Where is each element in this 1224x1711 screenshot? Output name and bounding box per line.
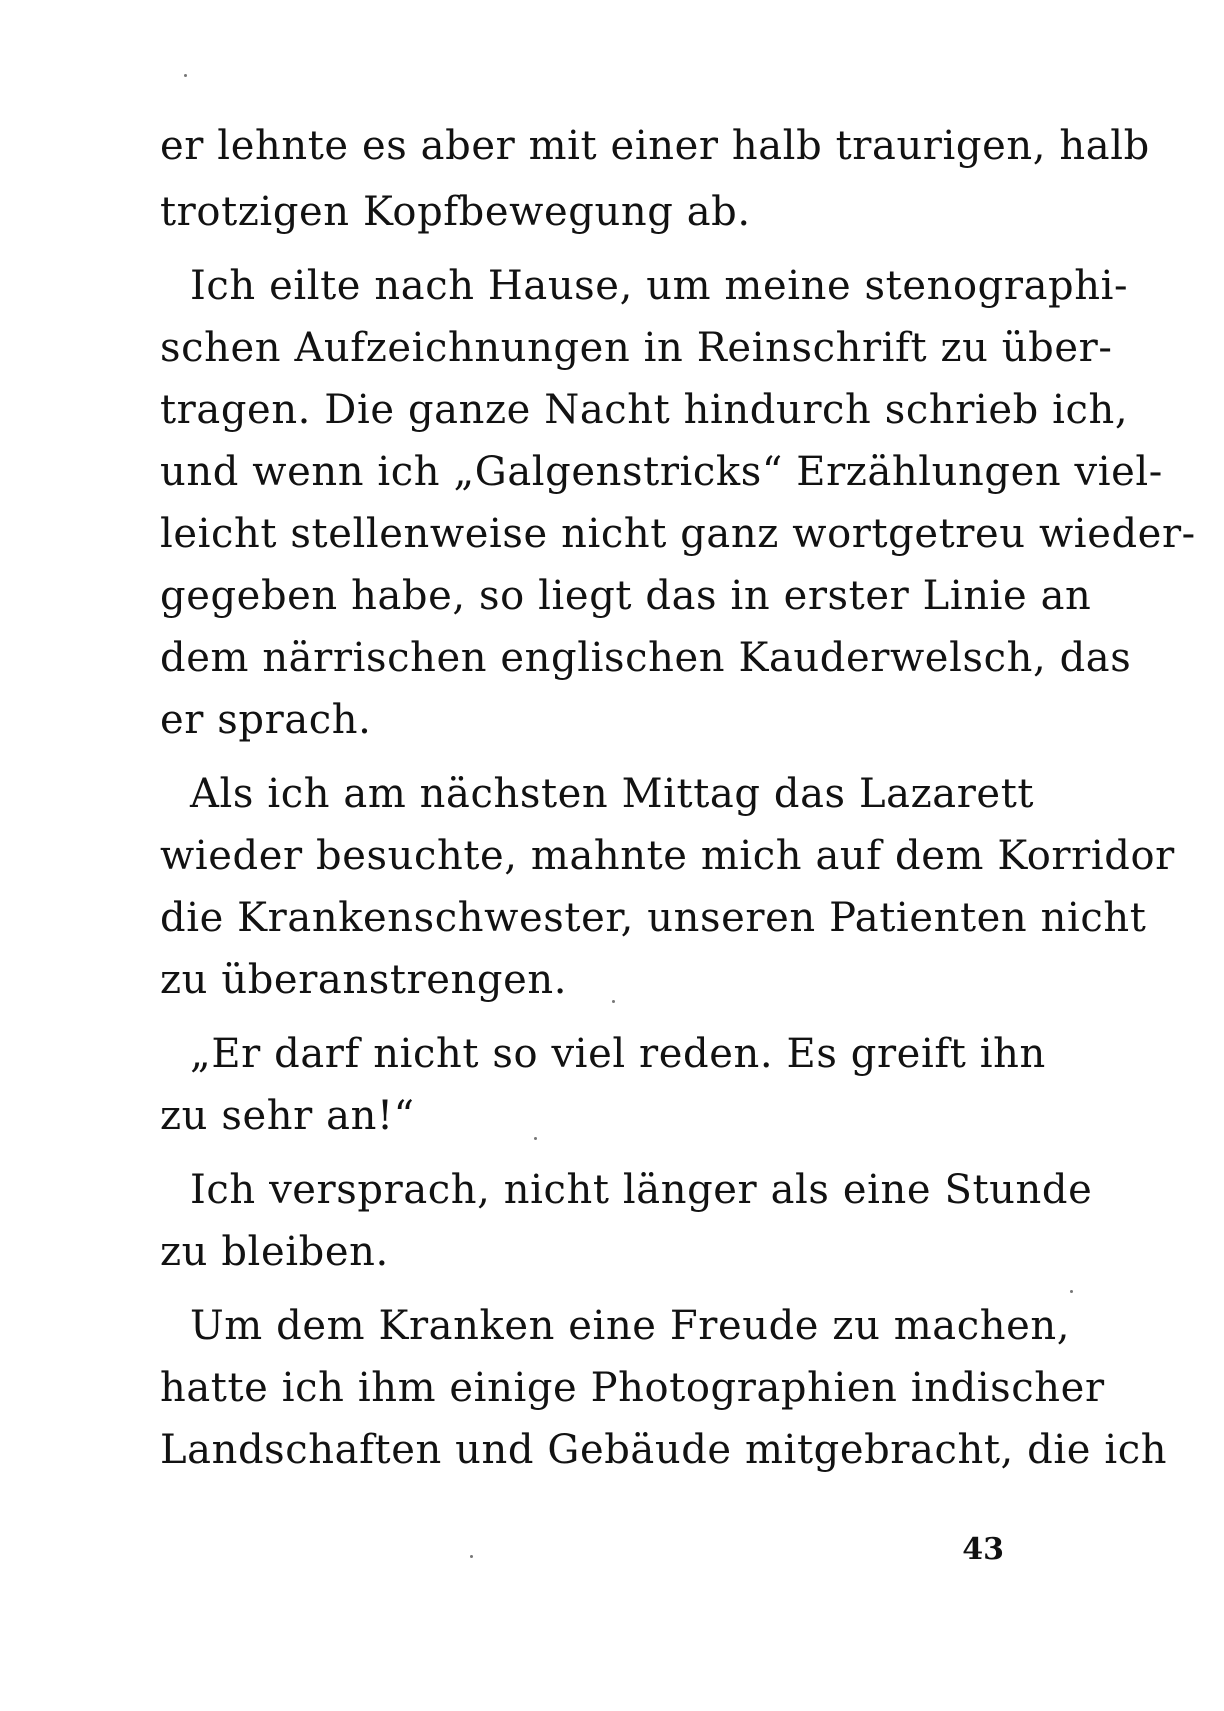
text-line: hatte ich ihm einige Photographien indischer (160, 1365, 1105, 1411)
text-line: Um dem Kranken eine Freude zu machen, (190, 1303, 1071, 1349)
text-line: Ich eilte nach Hause, um meine stenographi- (190, 263, 1129, 309)
paper-speck (470, 1555, 473, 1558)
text-line: er lehnte es aber mit einer halb traurigen, halb (160, 123, 1150, 169)
text-line: Ich versprach, nicht länger als eine Stunde (190, 1167, 1093, 1213)
text-line: gegeben habe, so liegt das in erster Linie an (160, 573, 1092, 619)
paper-speck (534, 1137, 537, 1140)
text-line: „Er darf nicht so viel reden. Es greift ihn (190, 1031, 1046, 1077)
text-line: schen Aufzeichnungen in Reinschrift zu über- (160, 325, 1113, 371)
text-line: wieder besuchte, mahnte mich auf dem Korridor (160, 833, 1175, 879)
text-line: zu überanstrengen. (160, 957, 568, 1003)
paper-speck (1070, 1290, 1073, 1293)
text-line: zu sehr an!“ (160, 1093, 415, 1139)
text-line: die Krankenschwester, unseren Patienten nicht (160, 895, 1147, 941)
text-line: tragen. Die ganze Nacht hindurch schrieb ich, (160, 387, 1129, 433)
text-line: zu bleiben. (160, 1229, 389, 1275)
text-line: Landschaften und Gebäude mitgebracht, die ich (160, 1427, 1168, 1473)
text-line: leicht stellenweise nicht ganz wortgetreu wieder- (160, 511, 1196, 557)
text-line: Als ich am nächsten Mittag das Lazarett (190, 771, 1035, 817)
page-number: 43 (962, 1532, 1004, 1567)
text-line: er sprach. (160, 697, 372, 743)
text-line: trotzigen Kopfbewegung ab. (160, 189, 751, 235)
text-line: und wenn ich „Galgenstricks“ Erzählungen viel- (160, 449, 1163, 495)
text-line: dem närrischen englischen Kauderwelsch, das (160, 635, 1132, 681)
paper-speck (184, 74, 187, 77)
paper-speck (612, 1000, 615, 1003)
